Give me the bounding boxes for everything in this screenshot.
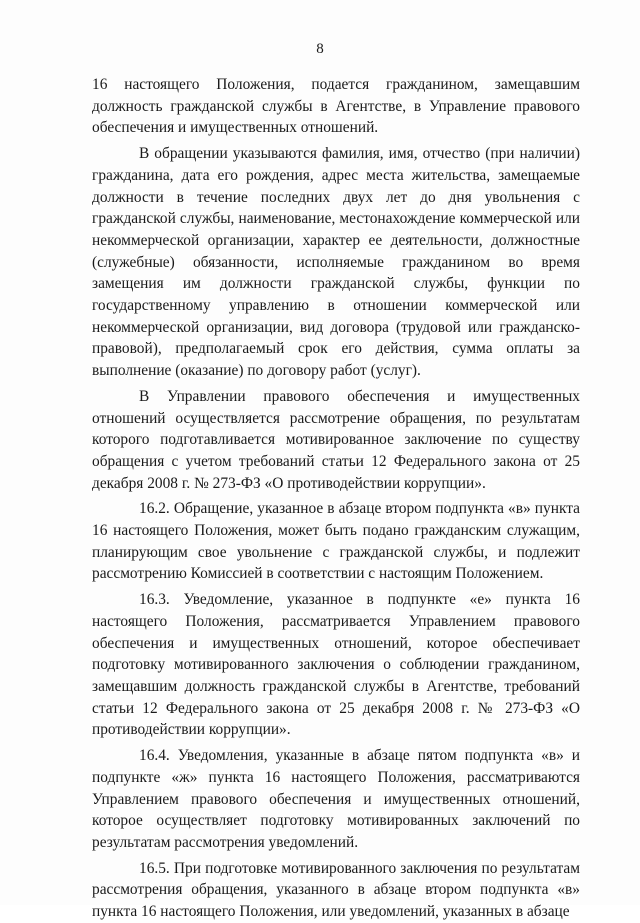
- document-body: [92, 74, 580, 923]
- paragraph-16-4: 16.4. Уведомления, указанные в абзаце пятом подпункта «в» и подпункте «ж» пункта 16 настоящего Положения, рассматриваются Управлением правового обеспечения и имущественных отношений, которое осуществляет подготовку мотивированных заключений по результатам рассмотрения уведомлений.: [92, 747, 580, 851]
- paragraph-16-3: 16.3. Уведомление, указанное в подпункте «е» пункта 16 настоящего Положения, рассматривается Управлением правового обеспечения и имущественных отношений, которое обеспечивает подготовку мотивированного заключения о соблюдении гражданином, замещавшим должность гражданской службы в Агентстве, требований статьи 12 Федерального закона от 25 декабря 2008 г. № 273-ФЗ «О противодействии коррупции».: [92, 591, 580, 739]
- paragraph-upravlenie-review: В Управлении правового обеспечения и имущественных отношений осуществляется рассмотрение обращения, по результатам которого подготавливается мотивированное заключение по существу обращения с учетом требований статьи 12 Федерального закона от 25 декабря 2008 г. № 273-ФЗ «О противодействии коррупции».: [92, 387, 580, 492]
- paragraph-16-5: 16.5. При подготовке мотивированного заключения по результатам рассмотрения обращения, указанного в абзаце втором подпункта «в» пункта 16 настоящего Положения, или уведомлений, указанных в абзаце: [92, 859, 580, 921]
- paragraph-16-2: 16.2. Обращение, указанное в абзаце втором подпункта «в» пункта 16 настоящего Положения, может быть подано гражданским служащим, планирующим свое увольнение с гражданской службы, и подлежит рассмотрению Комиссией в соответствии с настоящим Положением.: [92, 500, 580, 583]
- paragraph-continuation: 16 настоящего Положения, подается гражданином, замещавшим должность гражданской службы в Агентстве, в Управление правового обеспечения и имущественных отношений.: [92, 76, 580, 137]
- paragraph-obrashchenie-contents: В обращении указываются фамилия, имя, отчество (при наличии) гражданина, дата его рождения, адрес места жительства, замещаемые должности в течение последних двух лет до дня увольнения с гражданской службы, наименование, местонахождение коммерческой или некоммерческой организации, характер ее деятельности, должностные (служебные) обязанности, исполняемые гражданином во время замещения им должности гражданской службы, функции по государственному управлению в отношении коммерческой или некоммерческой организации, вид договора (трудовой или гражданско-правовой), предполагаемый срок его действия, сумма оплаты за выполнение (оказание) по договору работ (услуг).: [92, 145, 580, 380]
- page-number: 8: [316, 41, 324, 57]
